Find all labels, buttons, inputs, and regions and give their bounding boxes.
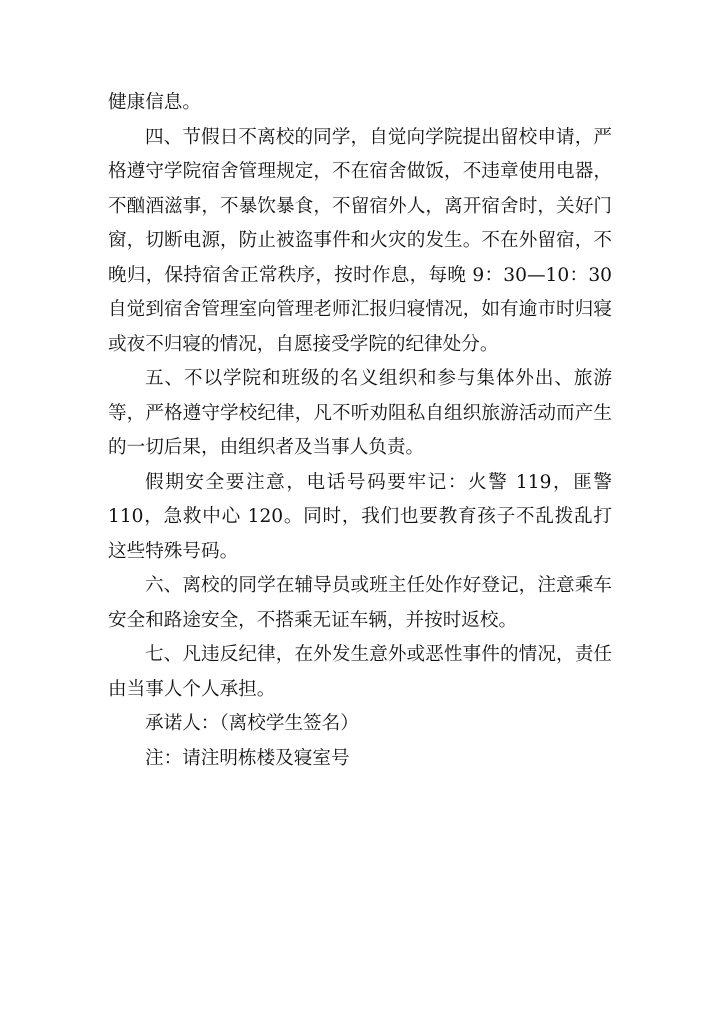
signature-line: 承诺人：（离校学生签名） [145,713,359,734]
paragraph-continuation: 健康信息。 [108,92,201,113]
paragraph-item-6: 六、离校的同学在辅导员或班主任处作好登记，注意乘车安全和路途安全，不搭乘无证车辆，并按时返校。 [108,575,612,631]
paragraph-item-4: 四、节假日不离校的同学，自觉向学院提出留校申请，严格遵守学院宿舍管理规定，不在宿舍做饭，不违章使用电器，不酗酒滋事，不暴饮暴食，不留宿外人，离开宿舍时，关好门窗，切断电源，防止被盗事件和火灾的发生。不在外留宿，不晚归，保持宿舍正常秩序，按时作息，每晚 9：30—10：30 自觉到宿舍管理室向管理老师汇报归寝情况，如有逾市时归寝或夜不归寝的情况，自愿接受学院的纪律处分。 [108,126,612,355]
document-page [108,86,612,776]
paragraph-item-5: 五、不以学院和班级的名义组织和参与集体外出、旅游等，严格遵守学校纪律，凡不听劝阻私自组织旅游活动而产生的一切后果，由组织者及当事人负责。 [108,368,612,458]
note-line: 注：请注明栋楼及寝室号 [145,747,350,769]
paragraph-item-7: 七、凡违反纪律，在外发生意外或恶性事件的情况，责任由当事人个人承担。 [108,644,612,700]
paragraph-emergency-numbers: 假期安全要注意，电话号码要牢记：火警 119，匪警 110，急救中心 120。同时，我们也要教育孩子不乱拨乱打这些特殊号码。 [108,471,612,562]
